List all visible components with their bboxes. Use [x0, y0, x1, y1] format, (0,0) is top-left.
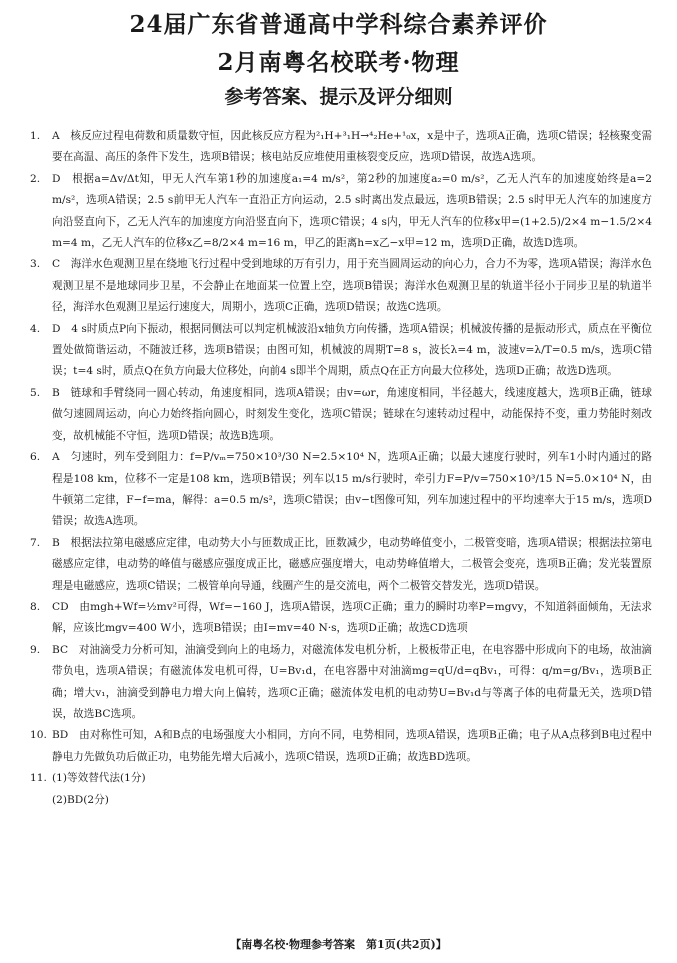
answer-item: [30, 447, 652, 533]
answer-item: [30, 169, 652, 255]
answer-item: [30, 383, 652, 447]
item-number: 11.: [30, 772, 47, 785]
item-number: 1.: [30, 130, 41, 142]
answer-list: [30, 126, 652, 811]
sub-answer: (2)BD(2分): [52, 793, 109, 806]
item-text: B 链球和手臂绕同一圆心转动，角速度相同，选项A错误；由v=ωr，角速度相同，半径越大，线速度越大，选项B正确，链球做匀速圆周运动，向心力始终指向圆心，时刻发生变化，选项C错误；链球在匀速转动过程中，动能保持不变，重力势能时刻改变，故机械能不守恒，选项D错误；故选B选项。: [52, 386, 652, 442]
answer-item: [30, 768, 652, 789]
answer-item: [30, 640, 652, 726]
item-text: D 4 s时质点P向下振动，根据同侧法可以判定机械波沿x轴负方向传播，选项A错误；机械波传播的是振动形式，质点在平衡位置处做简谐运动，不随波迁移，选项B错误；由图可知，机械波的周期T=8 s，波长λ=4 m，波速v=λ/T=0.5 m/s，选项C错误；t=4 s时，质点Q在负方向最大位移处，向前4 s即半个周期，质点Q在正方向最大位移处，选项D正确；故选D选项。: [52, 322, 652, 378]
item-text: CD 由mgh+Wf=½mv²可得，Wf=−160 J，选项A错误，选项C正确；重力的瞬时功率P=mgvy，不知道斜面倾角，无法求解，应该比mgv=400 W小，选项B错误；由I=mv=40 N·s，选项D正确；故选CD选项: [52, 600, 652, 635]
item-number: 4.: [30, 322, 41, 335]
page-title: 24届广东省普通高中学科综合素养评价: [129, 11, 548, 38]
item-text: A 匀速时，列车受到阻力：f=P/vₘ=750×10³/30 N=2.5×10⁴ N，选项A正确；以最大速度行驶时，列车1小时内通过的路程是108 km，位移不一定是108 km，选项B错误；列车以15 m/s行驶时，牵引力F=P/v=750×10³/15 N=5.0×10⁴ N，由牛顿第二定律，F−f=ma，解得：a=0.5 m/s²，选项C错误；由v−t图像可知，列车加速过程中的平均速率大于15 m/s，选项D错误；故选A选项。: [52, 451, 652, 528]
item-text: BC 对油滴受力分析可知，油滴受到向上的电场力，对磁流体发电机分析，上极板带正电，在电容器中形成向下的电场，故油滴带负电，选项A错误；有磁流体发电机可得，U=Bv₁d，在电容器中对油滴mg=qU/d=qBv₁，可得：q/m=g/Bv₁，选项B正确；增大v₁，油滴受到静电力增大向上偏转，选项C正确；磁流体发电机的电动势U=Bv₁d与等离子体的电荷量无关，选项D错误，故选BC选项。: [52, 643, 652, 720]
item-text: A 核反应过程电荷数和质量数守恒，因此核反应方程为²₁H+³₁H→⁴₂He+¹₀x，x是中子，选项A正确，选项C错误；轻核聚变需要在高温、高压的条件下发生，选项B错误；核电站反应堆使用重核裂变反应，选项D错误，故选A选项。: [52, 130, 652, 164]
item-text: B 根据法拉第电磁感应定律，电动势大小与匝数成正比，匝数减少，电动势峰值变小，二极管变暗，选项A错误；根据法拉第电磁感应定律，电动势的峰值与磁感应强度成正比，磁感应强度增大，电动势峰值增大，二极管会变亮，选项B正确；发光装置原理是电磁感应，选项C错误；二极管单向导通，线圈产生的是交流电，两个二极管交替发光，选项D错误。: [52, 536, 652, 592]
item-number: 5.: [30, 386, 41, 399]
item-number: 6.: [30, 451, 41, 464]
answer-item: [30, 126, 652, 169]
item-text: C 海洋水色观测卫星在绕地飞行过程中受到地球的万有引力，用于充当圆周运动的向心力，合力不为零，选项A错误；海洋水色观测卫星不是地球同步卫星，不会静止在地面某一位置上空，选项B错误；海洋水色观测卫星的轨道半径小于同步卫星的轨道半径，海洋水色观测卫星运行速度大，周期小，选项C正确，选项D错误；故选C选项。: [52, 258, 652, 314]
item-number: 8.: [30, 600, 41, 613]
item-number: 9.: [30, 643, 41, 656]
item-text: (1)等效替代法(1分): [52, 772, 146, 785]
item-text: D 根据a=Δv/Δt知，甲无人汽车第1秒的加速度a₁=4 m/s²，第2秒的加速度a₂=0 m/s²，乙无人汽车的加速度始终是a=2 m/s²，选项A错误；2.5 s前甲无人汽车一直沿正方向运动，2.5 s时离出发点最远，选项B错误；2.5 s时甲无人汽车的加速度方向沿竖直向下，乙无人汽车的加速度方向沿竖直向下，选项C错误；4 s内，甲无人汽车的位移x甲=(1+2.5)/2×4 m−1.5/2×4 m=4 m，乙无人汽车的位移x乙=8/2×4 m=16 m，甲乙的距离h=x乙−x甲=12 m，选项D正确，故选D选项。: [52, 172, 652, 250]
item-number: 3.: [30, 258, 41, 271]
item-number: 2.: [30, 172, 41, 185]
page-subtitle: 2月南粤名校联考·物理: [217, 49, 460, 76]
answer-item: [30, 533, 652, 597]
page-footer: 【南粤名校·物理参考答案 第1页(共2页)】: [230, 938, 447, 951]
answer-item: [30, 725, 652, 768]
item-number: 7.: [30, 536, 41, 549]
answer-item: [30, 254, 652, 318]
item-number: 10.: [30, 729, 47, 742]
answer-item: [30, 319, 652, 383]
section-heading: 参考答案、提示及评分细则: [224, 86, 453, 108]
item-text: BD 由对称性可知，A和B点的电场强度大小相同，方向不同，电势相同，选项A错误，选项B正确；电子从A点移到B电过程中静电力先做负功后做正功，电势能先增大后减小，选项C错误，选项D正确；故选BD选项。: [52, 729, 652, 763]
answer-item: [30, 597, 652, 640]
